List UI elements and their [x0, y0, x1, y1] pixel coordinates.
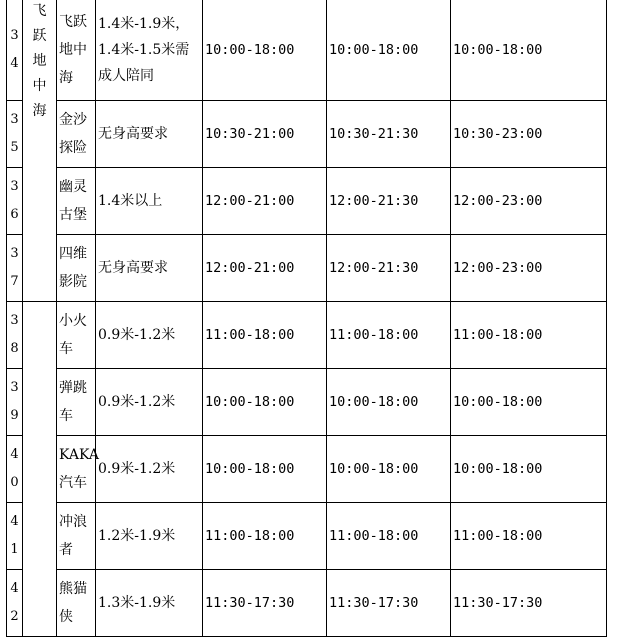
opening-hours-3: 11:00-18:00	[451, 503, 607, 570]
row-number	[7, 302, 23, 369]
table-row	[7, 503, 607, 570]
row-number-digit: 4	[10, 514, 19, 529]
opening-hours-2: 10:00-18:00	[327, 369, 451, 436]
height-requirement-line: 0.9米-1.2米	[98, 461, 176, 477]
area-label-char: 海	[32, 103, 47, 119]
attraction-name-line: 古堡	[59, 207, 87, 223]
height-requirement-line: 1.4米以上	[98, 193, 163, 209]
attraction-name-line: 地中	[59, 41, 87, 58]
attraction-name-line: 探险	[59, 140, 87, 156]
opening-hours-1: 10:00-18:00	[203, 436, 327, 503]
row-number-digit: 8	[10, 341, 19, 356]
attraction-name	[57, 235, 96, 302]
row-number-digit: 0	[10, 475, 19, 490]
height-requirement	[96, 0, 203, 101]
attraction-name-line: 金沙	[59, 112, 87, 128]
attraction-name-line: 车	[59, 408, 73, 424]
height-requirement-line: 1.4米-1.5米需	[98, 41, 190, 58]
area-label-char: 地	[32, 53, 47, 69]
row-number	[7, 503, 23, 570]
opening-hours-3: 12:00-23:00	[451, 235, 607, 302]
row-number-digit: 4	[10, 55, 19, 71]
table-row	[7, 369, 607, 436]
table-row	[7, 101, 607, 168]
height-requirement	[96, 436, 203, 503]
row-number-digit: 3	[10, 179, 19, 194]
opening-hours-3: 10:00-18:00	[451, 436, 607, 503]
attraction-name-line: 侠	[59, 609, 73, 625]
area-cell	[23, 0, 57, 302]
opening-hours-3: 11:00-18:00	[451, 302, 607, 369]
area-label-char: 跃	[32, 28, 47, 44]
attraction-name	[57, 0, 96, 101]
area-label-char: 飞	[32, 3, 47, 19]
row-number-digit: 9	[10, 408, 19, 423]
row-number	[7, 168, 23, 235]
attraction-name	[57, 503, 96, 570]
row-number-digit: 3	[10, 313, 19, 328]
height-requirement-line: 无身高要求	[98, 260, 168, 276]
height-requirement-line: 成人陪同	[98, 67, 154, 84]
attraction-name-line: 冲浪	[59, 514, 87, 530]
row-number	[7, 570, 23, 637]
opening-hours-2: 10:00-18:00	[327, 436, 451, 503]
row-number	[7, 436, 23, 503]
height-requirement	[96, 302, 203, 369]
schedule-table	[6, 0, 607, 637]
opening-hours-2: 12:00-21:30	[327, 168, 451, 235]
attraction-name	[57, 436, 100, 503]
opening-hours-2: 11:30-17:30	[327, 570, 451, 637]
area-cell-empty	[23, 302, 57, 637]
row-number	[7, 101, 23, 168]
opening-hours-2: 11:00-18:00	[327, 302, 451, 369]
height-requirement-line: 无身高要求	[98, 126, 168, 142]
table-row	[7, 235, 607, 302]
attraction-name-line: 车	[59, 341, 73, 357]
attraction-name-line: 汽车	[59, 475, 87, 491]
row-number-digit: 3	[10, 380, 19, 395]
opening-hours-1: 11:00-18:00	[203, 302, 327, 369]
opening-hours-1: 12:00-21:00	[203, 168, 327, 235]
row-number-digit: 4	[10, 581, 19, 596]
opening-hours-3: 10:00-18:00	[451, 0, 607, 101]
height-requirement-line: 0.9米-1.2米	[98, 327, 176, 343]
table-row	[7, 0, 607, 101]
height-requirement	[96, 503, 203, 570]
attraction-name	[57, 101, 96, 168]
height-requirement	[96, 369, 203, 436]
opening-hours-2: 10:30-21:30	[327, 101, 451, 168]
opening-hours-1: 11:00-18:00	[203, 503, 327, 570]
row-number-digit: 4	[10, 447, 19, 462]
area-label-char: 中	[32, 78, 47, 94]
opening-hours-3: 10:30-23:00	[451, 101, 607, 168]
table-row	[7, 570, 607, 637]
attraction-name-line: 熊猫	[59, 581, 87, 597]
row-number-digit: 7	[10, 274, 19, 289]
row-number-digit: 5	[10, 140, 19, 155]
height-requirement	[96, 235, 203, 302]
opening-hours-2: 11:00-18:00	[327, 503, 451, 570]
opening-hours-1: 12:00-21:00	[203, 235, 327, 302]
height-requirement	[96, 101, 203, 168]
opening-hours-3: 11:30-17:30	[451, 570, 607, 637]
row-number-digit: 3	[10, 27, 19, 43]
opening-hours-3: 12:00-23:00	[451, 168, 607, 235]
table-row	[7, 302, 607, 369]
opening-hours-3: 10:00-18:00	[451, 369, 607, 436]
attraction-name-line: KAKA	[59, 447, 100, 463]
attraction-name	[57, 302, 96, 369]
opening-hours-1: 10:00-18:00	[203, 369, 327, 436]
height-requirement	[96, 168, 203, 235]
attraction-name	[57, 369, 96, 436]
attraction-name-line: 弹跳	[59, 380, 87, 396]
row-number-digit: 2	[10, 609, 19, 624]
height-requirement-line: 1.3米-1.9米	[98, 595, 176, 611]
height-requirement-line: 1.4米-1.9米，	[98, 15, 190, 32]
attraction-name-line: 小火	[59, 313, 87, 329]
height-requirement-line: 0.9米-1.2米	[98, 394, 176, 410]
attraction-name-line: 海	[59, 69, 73, 86]
row-number	[7, 369, 23, 436]
opening-hours-2: 10:00-18:00	[327, 0, 451, 101]
opening-hours-1: 10:00-18:00	[203, 0, 327, 101]
row-number	[7, 235, 23, 302]
row-number-digit: 3	[10, 112, 19, 127]
attraction-name-line: 者	[59, 542, 73, 558]
opening-hours-1: 10:30-21:00	[203, 101, 327, 168]
row-number-digit: 1	[10, 542, 19, 557]
height-requirement-line: 1.2米-1.9米	[98, 528, 176, 544]
row-number-digit: 6	[10, 207, 19, 222]
attraction-name	[57, 168, 96, 235]
table-row	[7, 168, 607, 235]
area-label	[23, 0, 56, 124]
attraction-name-line: 飞跃	[59, 13, 87, 30]
opening-hours-1: 11:30-17:30	[203, 570, 327, 637]
table-row	[7, 436, 607, 503]
row-number-digit: 3	[10, 246, 19, 261]
height-requirement	[96, 570, 203, 637]
row-number	[7, 0, 23, 101]
attraction-name-line: 幽灵	[59, 179, 87, 195]
opening-hours-2: 12:00-21:30	[327, 235, 451, 302]
attraction-name	[57, 570, 96, 637]
attraction-name-line: 影院	[59, 274, 87, 290]
attraction-name-line: 四维	[59, 246, 87, 262]
